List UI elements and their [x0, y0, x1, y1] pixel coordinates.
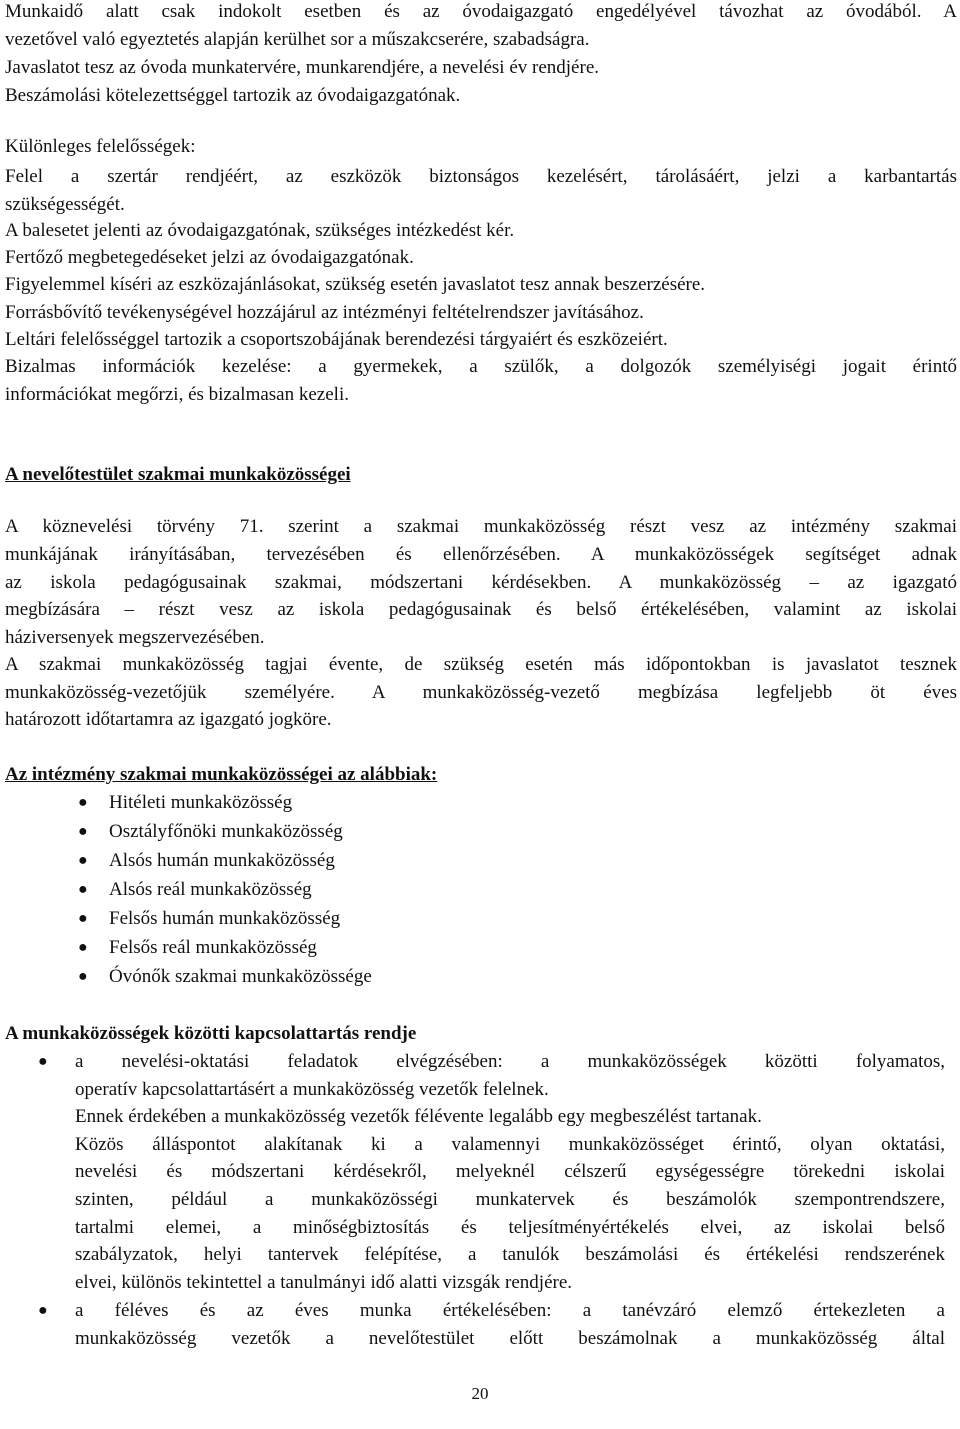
section3-line: munkaközösség vezetők a nevelőtestület előtt beszámolnak a munkaközösség által — [75, 1328, 945, 1349]
section1-line: A szakmai munkaközösség tagjai évente, de szükség esetén más időpontokban is javaslatot tesznek — [5, 654, 957, 675]
section1-line: az iskola pedagógusainak szakmai, módszertani kérdésekben. A munkaközösség – az igazgató — [5, 572, 957, 593]
bullet-icon: ● — [78, 852, 88, 869]
section3-line: a nevelési-oktatási feladatok elvégzésében: a munkaközösségek közötti folyamatos, — [75, 1051, 945, 1072]
bullet-icon: ● — [78, 881, 88, 898]
list-item: Óvónők szakmai munkaközössége — [109, 966, 372, 987]
section3-line: elvei, különös tekintettel a tanulmányi idő alatti vizsgák rendjére. — [75, 1272, 573, 1293]
special-line: információkat megőrzi, és bizalmasan kezeli. — [5, 384, 349, 405]
section3-line: a féléves és az éves munka értékelésében: a tanévzáró elemző értekezleten a — [75, 1300, 945, 1321]
bullet-icon: ● — [78, 968, 88, 985]
special-line: Figyelemmel kíséri az eszközajánlásokat, szükség esetén javaslatot tesz annak beszerzésére. — [5, 274, 706, 295]
list-item: Felsős humán munkaközösség — [109, 908, 341, 929]
special-line: Fertőző megbetegedéseket jelzi az óvodaigazgatónak. — [5, 247, 414, 268]
list-item: Alsós reál munkaközösség — [109, 879, 312, 900]
section1-line: munkaközösség-vezetőjük személyére. A munkaközösség-vezető megbízása legfeljebb öt éves — [5, 682, 957, 703]
special-line: A balesetet jelenti az óvodaigazgatónak, szükséges intézkedést kér. — [5, 220, 515, 241]
section1-line: A köznevelési törvény 71. szerint a szakmai munkaközösség részt vesz az intézmény szakmai — [5, 516, 957, 537]
list-item: Osztályfőnöki munkaközösség — [109, 821, 343, 842]
section3-line: szabályzatok, helyi tantervek felépítése, a tanulók beszámolási és értékelési rendszerének — [75, 1244, 945, 1265]
section1-line: háziversenyek megszervezésében. — [5, 627, 265, 648]
special-line: Bizalmas információk kezelése: a gyermekek, a szülők, a dolgozók személyiségi jogait érintő — [5, 356, 957, 377]
bullet-icon: ● — [38, 1053, 48, 1070]
special-line: Felel a szertár rendjéért, az eszközök biztonságos kezelésért, tárolásáért, jelzi a karbantartás — [5, 166, 957, 187]
section3-line: Ennek érdekében a munkaközösség vezetők félévente legalább egy megbeszélést tartanak. — [75, 1106, 762, 1127]
special-heading: Különleges felelősségek: — [5, 136, 196, 157]
special-line: Leltári felelősséggel tartozik a csoportszobájának berendezési tárgyaiért és eszközeiért. — [5, 329, 668, 350]
bullet-icon: ● — [78, 823, 88, 840]
bullet-icon: ● — [38, 1302, 48, 1319]
section1-line: megbízására – részt vesz az iskola pedagógusainak és belső értékelésében, valamint az iskolai — [5, 599, 957, 620]
section-heading: A nevelőtestület szakmai munkaközösségei — [5, 464, 351, 485]
section3-line: tartalmi elemei, a minőségbiztosítás és teljesítményértékelés elvei, az iskolai belső — [75, 1217, 945, 1238]
section1-line: határozott időtartamra az igazgató jogköre. — [5, 709, 332, 730]
list-item: Hitéleti munkaközösség — [109, 792, 293, 813]
bullet-icon: ● — [78, 939, 88, 956]
section3-line: szinten, például a munkaközösségi munkatervek és beszámolók szempontrendszere, — [75, 1189, 945, 1210]
section3-line: Közös álláspontot alakítanak ki a valamennyi munkaközösséget érintő, olyan oktatási, — [75, 1134, 945, 1155]
bullet-icon: ● — [78, 910, 88, 927]
bullet-icon: ● — [78, 794, 88, 811]
intro-line: Munkaidő alatt csak indokolt esetben és az óvodaigazgató engedélyével távozhat az óvodából. A — [5, 1, 957, 22]
special-line: Forrásbővítő tevékenységével hozzájárul az intézményi feltételrendszer javításához. — [5, 302, 644, 323]
special-line: szükségességét. — [5, 194, 125, 215]
page-number: 20 — [471, 1384, 489, 1403]
section3-line: operatív kapcsolattartásért a munkaközösség vezetők felelnek. — [75, 1079, 549, 1100]
section-heading: Az intézmény szakmai munkaközösségei az alábbiak: — [5, 764, 438, 785]
section1-line: munkájának irányításában, tervezésében és ellenőrzésében. A munkaközösségek segítséget adnak — [5, 544, 957, 565]
list-item: Felsős reál munkaközösség — [109, 937, 317, 958]
section3-line: nevelési és módszertani kérdésekről, melyeknél célszerű egységességre törekedni iskolai — [75, 1161, 945, 1182]
intro-line: vezetővel való egyeztetés alapján kerülhet sor a műszakcserére, szabadságra. — [5, 29, 590, 50]
section-heading: A munkaközösségek közötti kapcsolattartás rendje — [5, 1023, 417, 1044]
intro-line: Javaslatot tesz az óvoda munkatervére, munkarendjére, a nevelési év rendjére. — [5, 57, 600, 78]
intro-line: Beszámolási kötelezettséggel tartozik az óvodaigazgatónak. — [5, 85, 461, 106]
list-item: Alsós humán munkaközösség — [109, 850, 335, 871]
